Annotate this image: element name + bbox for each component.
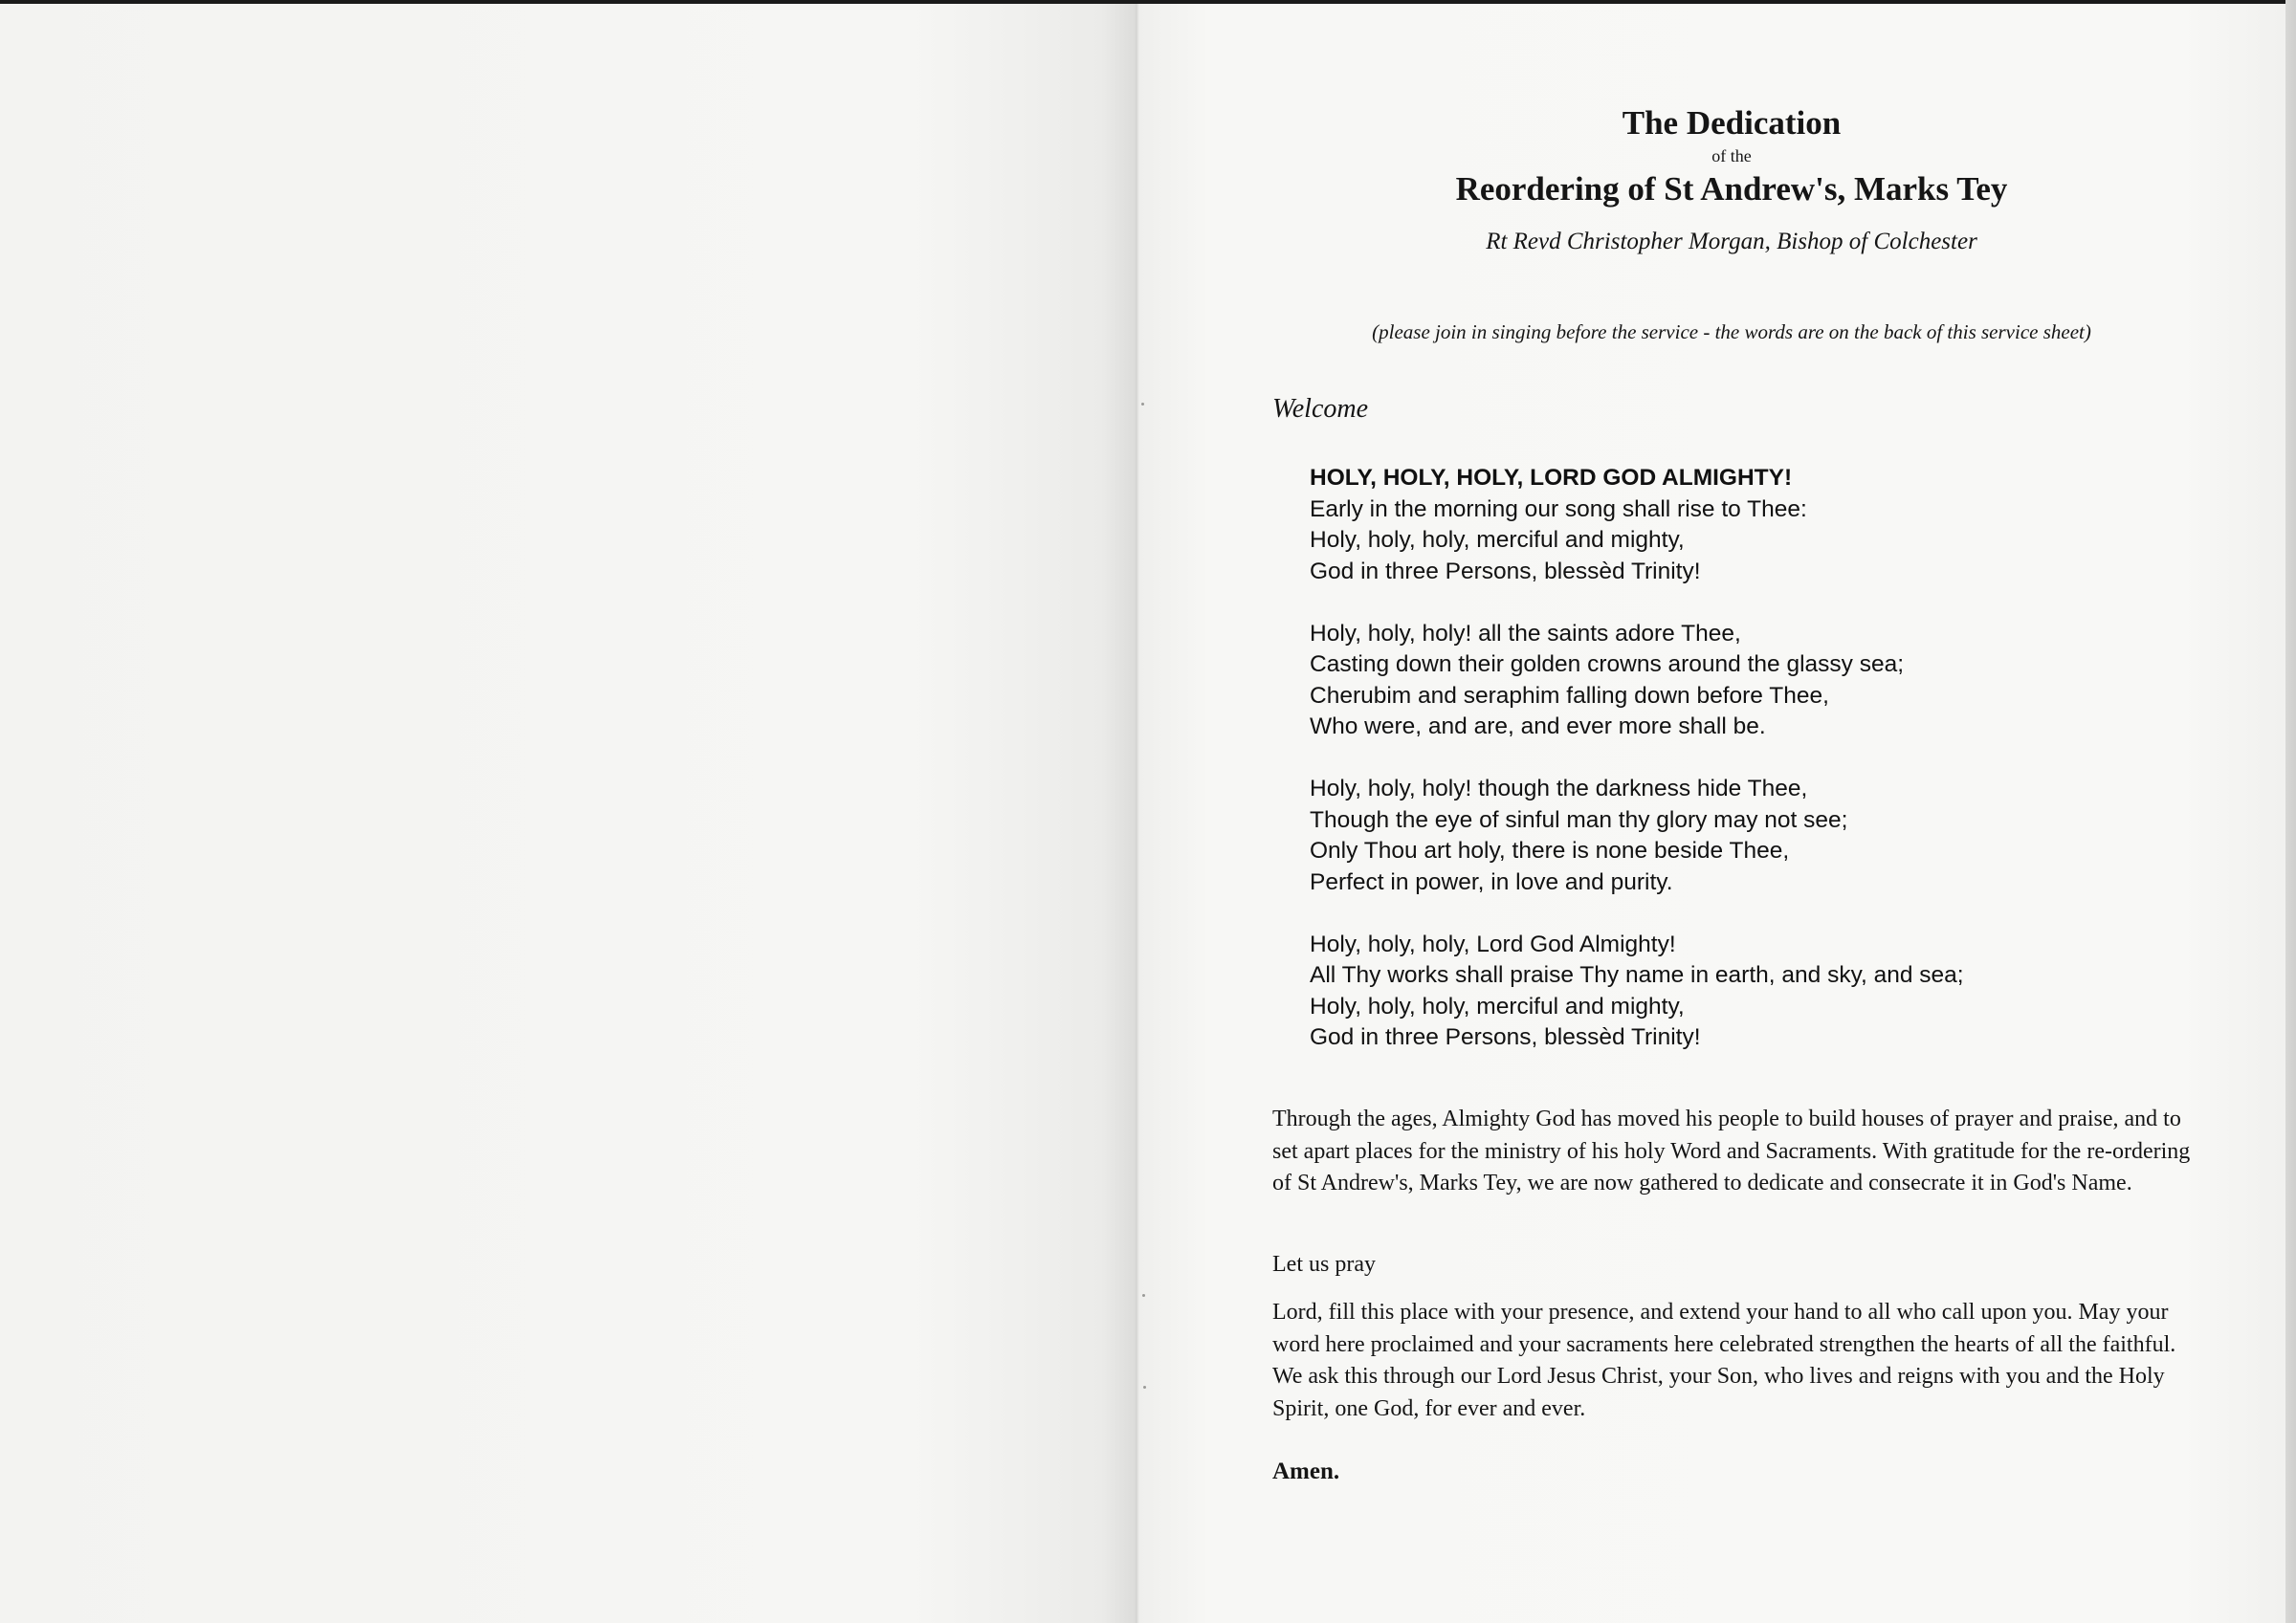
- scan-right-edge: [2285, 0, 2296, 1623]
- hymn-line: All Thy works shall praise Thy name in earth, and sky, and sea;: [1310, 962, 1964, 988]
- hymn-line: Holy, holy, holy! all the saints adore Thee,: [1310, 620, 1741, 647]
- hymn-line: Holy, holy, holy, merciful and mighty,: [1310, 993, 1685, 1020]
- paper-speck: [1143, 1386, 1146, 1389]
- hymn-line: Cherubim and seraphim falling down before Thee,: [1310, 682, 1829, 709]
- dedication-prayer: Lord, fill this place with your presence, and extend your hand to all who call upon you. May your word here proclaimed and your sacraments here celebrated strengthen the hearts of all the faithful. We ask this through our Lord Jesus Christ, your Son, who lives and reigns with you and the Holy Spirit, one God, for ever and ever.: [1272, 1300, 2176, 1421]
- left-page-blank: [0, 4, 1136, 1623]
- paper-speck: [1142, 1294, 1145, 1297]
- officiant-line: Rt Revd Christopher Morgan, Bishop of Colchester: [1486, 229, 1977, 254]
- hymn-verse: [1310, 930, 2171, 1054]
- singing-note: (please join in singing before the service - the words are on the back of this service sheet): [1372, 320, 2091, 343]
- hymn-line: Who were, and are, and ever more shall be.: [1310, 713, 1766, 739]
- hymn: [1310, 463, 2171, 1085]
- hymn-line: Holy, holy, holy! though the darkness hide Thee,: [1310, 776, 1808, 801]
- page-subtitle: Reordering of St Andrew's, Marks Tey: [1455, 170, 2008, 208]
- hymn-title-line: HOLY, HOLY, HOLY, LORD GOD ALMIGHTY!: [1310, 465, 1793, 491]
- paper-speck: [1141, 403, 1144, 406]
- page-title: The Dedication: [1622, 104, 1842, 142]
- hymn-verse: [1310, 619, 2171, 743]
- let-us-pray: Let us pray: [1272, 1252, 1376, 1277]
- welcome-heading: Welcome: [1272, 394, 1369, 424]
- hymn-verse: [1310, 774, 2171, 898]
- hymn-line: Holy, holy, holy, Lord God Almighty!: [1310, 931, 1676, 957]
- hymn-line: God in three Persons, blessèd Trinity!: [1310, 558, 1701, 584]
- hymn-line: Perfect in power, in love and purity.: [1310, 868, 1673, 895]
- hymn-line: Early in the morning our song shall rise to Thee:: [1310, 495, 1807, 522]
- hymn-verse: [1310, 463, 2171, 587]
- hymn-line: Only Thou art holy, there is none beside Thee,: [1310, 838, 1790, 864]
- hymn-line: Casting down their golden crowns around the glassy sea;: [1310, 651, 1905, 677]
- title-connector: of the: [1711, 146, 1752, 165]
- hymn-line: God in three Persons, blessèd Trinity!: [1310, 1024, 1701, 1050]
- amen-response: Amen.: [1272, 1459, 1340, 1484]
- hymn-line: Holy, holy, holy, merciful and mighty,: [1310, 527, 1685, 553]
- introduction-paragraph: Through the ages, Almighty God has moved his people to build houses of prayer and praise, and to set apart places for the ministry of his holy Word and Sacraments. With gratitude for the re-ordering of St Andrew's, Marks Tey, we are now gathered to dedicate and consecrate it in God's Name.: [1272, 1107, 2191, 1195]
- hymn-line: Though the eye of sinful man thy glory may not see;: [1310, 806, 1848, 833]
